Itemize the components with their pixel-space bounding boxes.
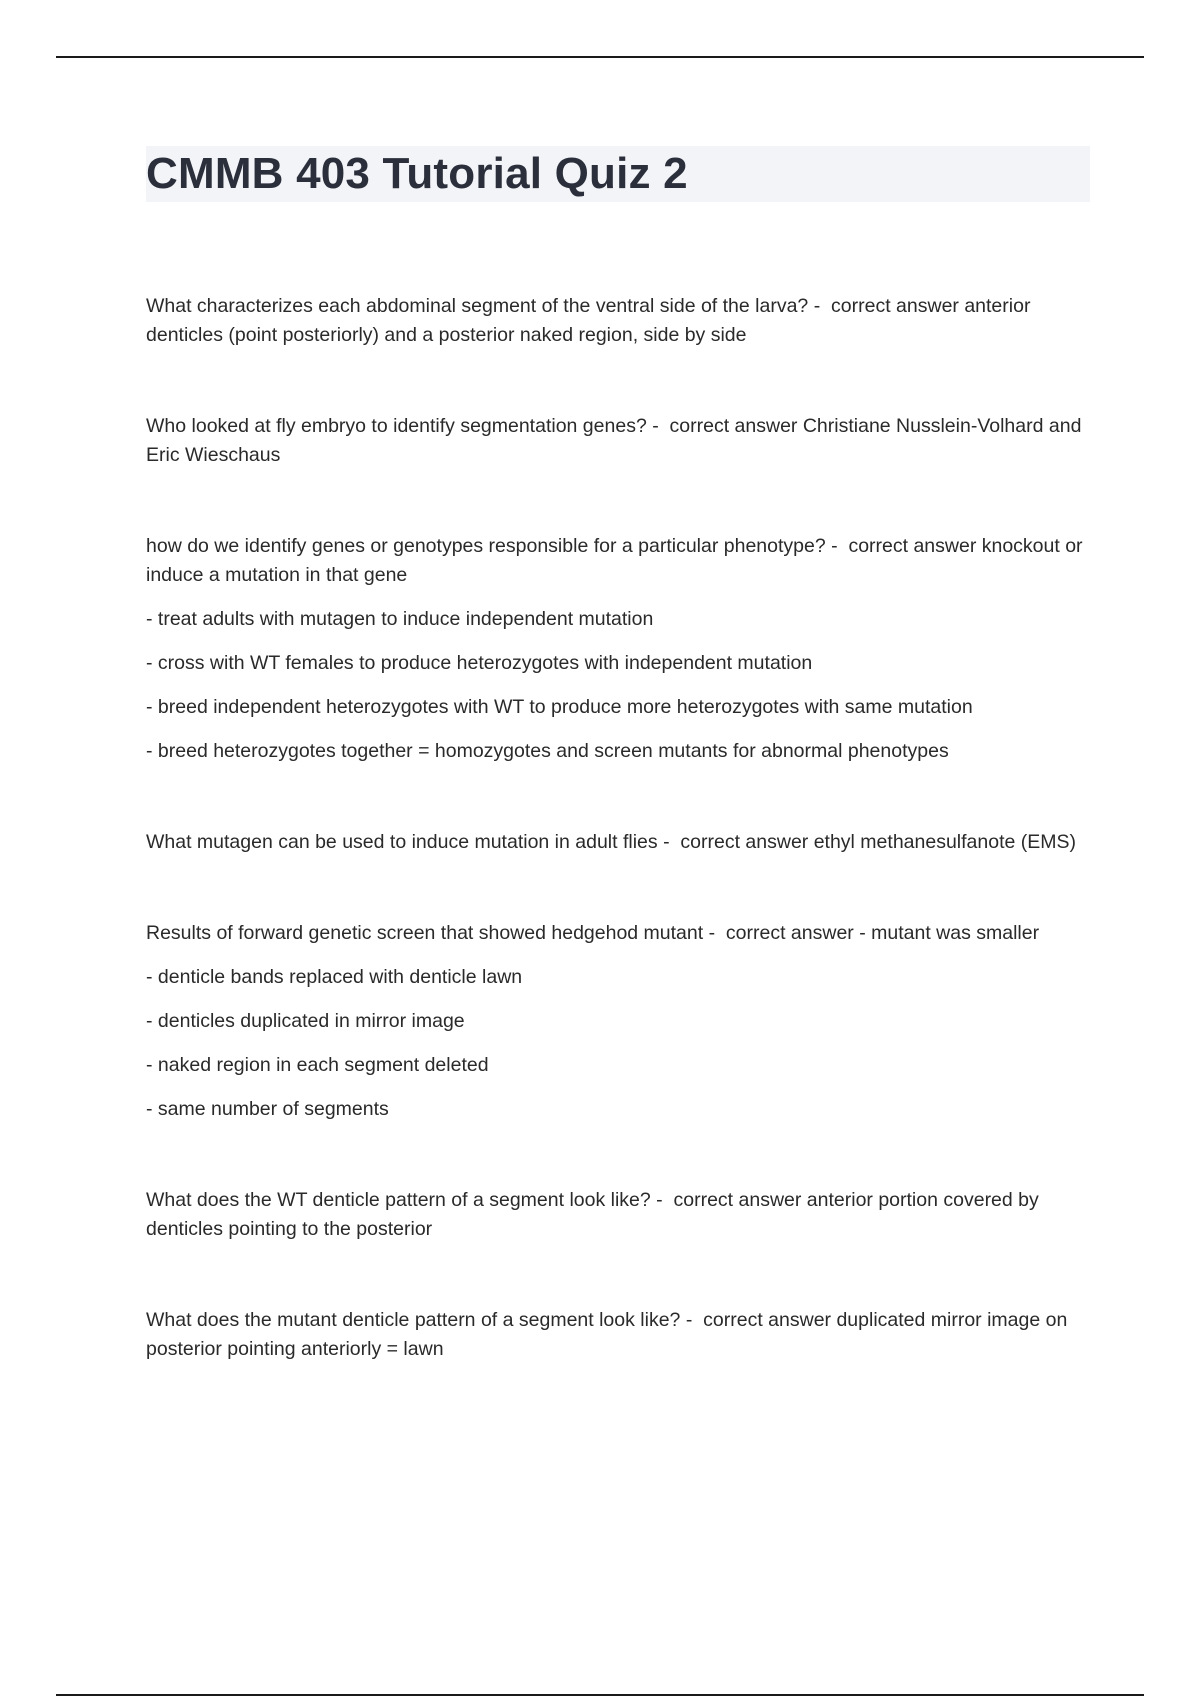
answer-marker: correct answer — [703, 1309, 832, 1331]
answer-text: - mutant was smaller — [859, 922, 1040, 944]
answer-bullet: - breed heterozygotes together = homozygotes and screen mutants for abnormal phenotypes — [146, 740, 949, 762]
qa-item — [146, 292, 1092, 350]
question-text: What characterizes each abdominal segment of the ventral side of the larva? — [146, 295, 809, 317]
separator: - — [825, 535, 849, 557]
top-rule — [56, 56, 1144, 58]
bottom-rule — [56, 1694, 1144, 1696]
answer-marker: correct answer — [831, 295, 959, 317]
answer-text: anterior denticles (point posteriorly) and a posterior naked region, side by side — [146, 295, 1031, 346]
answer-marker: correct answer — [680, 831, 809, 853]
question-text: What does the WT denticle pattern of a segment look like? — [146, 1189, 651, 1211]
answer-marker: correct answer — [848, 535, 977, 557]
answer-bullet: - treat adults with mutagen to induce independent mutation — [146, 608, 654, 630]
qa-item — [146, 1306, 1092, 1364]
separator: - — [808, 295, 832, 317]
answer-marker: correct answer — [725, 922, 854, 944]
answer-bullet: - same number of segments — [146, 1098, 389, 1120]
qa-line — [146, 1186, 1092, 1244]
qa-item — [146, 412, 1092, 470]
page-title: CMMB 403 Tutorial Quiz 2 — [146, 149, 688, 198]
qa-item — [146, 919, 1092, 1124]
question-text: Results of forward genetic screen that showed hedgehod mutant — [146, 922, 704, 944]
separator: - — [703, 922, 726, 944]
qa-line — [146, 292, 1092, 350]
qa-list — [146, 292, 1092, 1426]
answer-marker: correct answer — [673, 1189, 802, 1211]
qa-line — [146, 919, 1092, 948]
separator: - — [646, 415, 670, 437]
answer-bullet: - denticles duplicated in mirror image — [146, 1010, 465, 1032]
answer-text: ethyl methanesulfanote (EMS) — [813, 831, 1077, 853]
separator: - — [680, 1309, 704, 1331]
answer-bullet: - naked region in each segment deleted — [146, 1054, 489, 1076]
answer-text: duplicated mirror image on posterior pointing anteriorly = lawn — [146, 1309, 1068, 1360]
qa-item — [146, 532, 1092, 766]
question-text: What mutagen can be used to induce mutation in adult flies — [146, 831, 658, 853]
answer-bullet: - denticle bands replaced with denticle lawn — [146, 966, 523, 988]
qa-line — [146, 1306, 1092, 1364]
qa-item — [146, 1186, 1092, 1244]
question-text: how do we identify genes or genotypes responsible for a particular phenotype? — [146, 535, 826, 557]
answer-text: knockout or induce a mutation in that gene — [146, 535, 1083, 586]
answer-text: Christiane Nusslein-Volhard and Eric Wieschaus — [146, 415, 1082, 466]
qa-line — [146, 532, 1092, 590]
question-text: What does the mutant denticle pattern of a segment look like? — [146, 1309, 681, 1331]
separator: - — [650, 1189, 674, 1211]
answer-text: anterior portion covered by denticles pointing to the posterior — [146, 1189, 1039, 1240]
separator: - — [657, 831, 681, 853]
question-text: Who looked at fly embryo to identify segmentation genes? — [146, 415, 647, 437]
answer-bullet: - cross with WT females to produce heterozygotes with independent mutation — [146, 652, 813, 674]
answer-marker: correct answer — [669, 415, 798, 437]
qa-line — [146, 828, 1092, 857]
qa-item — [146, 828, 1092, 857]
qa-line — [146, 412, 1092, 470]
answer-bullet: - breed independent heterozygotes with WT to produce more heterozygotes with same mutation — [146, 696, 973, 718]
